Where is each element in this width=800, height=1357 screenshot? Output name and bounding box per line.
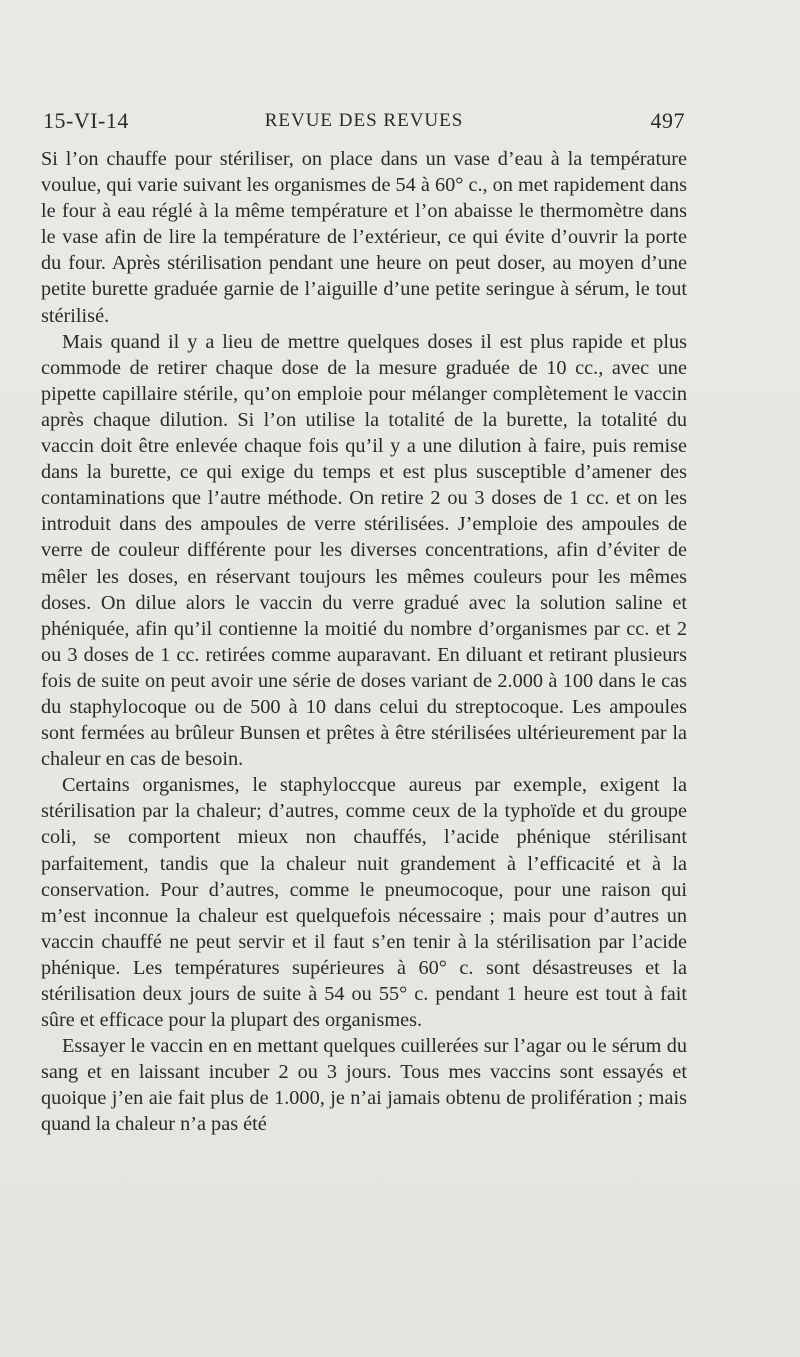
issue-date: 15-VI-14 bbox=[43, 108, 129, 133]
paragraph-1: Si l’on chauffe pour stériliser, on place dans un vase d’eau à la température voulue, qui varie suivant les organismes de 54 à 60° c., on met rapidement dans le four à eau réglé à la même température et l’on abaisse le thermomètre dans le vase afin de lire la température de l’extérieur, ce qui évite d’ouvrir la porte du four. Après stérilisation pendant une heure on peut doser, au moyen d’une petite burette graduée garnie de l’aiguille d’une petite seringue à sérum, le tout stérilisé. bbox=[41, 148, 687, 327]
paragraph-4: Essayer le vaccin en en mettant quelques cuillerées sur l’agar ou le sérum du sang et en laissant incuber 2 ou 3 jours. Tous mes vaccins sont essayés et quoique j’en aie fait plus de 1.000, je n’ai jamais obtenu de prolifération ; mais quand la chaleur n’a pas été bbox=[41, 1035, 687, 1136]
paragraph-2: Mais quand il y a lieu de mettre quelques doses il est plus rapide et plus commode de retirer chaque dose de la mesure graduée de 10 cc., avec une pipette capillaire stérile, qu’on emploie pour mélanger complètement le vaccin après chaque dilution. Si l’on utilise la totalité de la burette, la totalité du vaccin doit être enlevée chaque fois qu’il y a une dilution à faire, puis remise dans la burette, ce qui exige du temps et est plus susceptible d’amener des contaminations que l’autre méthode. On retire 2 ou 3 doses de 1 cc. et on les introduit dans des ampoules de verre stérilisées. J’emploie des ampoules de verre de couleur différente pour les diverses concentrations, afin d’éviter de mêler les doses, en réservant toujours les mêmes couleurs pour les mêmes doses. On dilue alors le vaccin du verre gradué avec la solution saline et phéniquée, afin qu’il contienne la moitié du nombre d’organismes par cc. et 2 ou 3 doses de 1 cc. retirées comme auparavant. En diluant et retirant plusieurs fois de suite on peut avoir une série de doses variant de 2.000 à 100 dans le cas du staphylocoque ou de 500 à 10 dans celui du streptocoque. Les ampoules sont fermées au brûleur Bunsen et prêtes à être stérilisées ultérieurement par la chaleur en cas de besoin. bbox=[41, 330, 687, 771]
body-text bbox=[41, 146, 687, 1138]
page-number: 497 bbox=[650, 108, 685, 133]
running-title: REVUE DES REVUES bbox=[264, 110, 464, 131]
paragraph-3: Certains organismes, le staphyloccque aureus par exemple, exigent la stérilisation par la chaleur; d’autres, comme ceux de la typhoïde et du groupe coli, se comportent mieux non chauffés, l’acide phénique stérilisant parfaitement, tandis que la chaleur nuit grandement à l’efficacité et à la conservation. Pour d’autres, comme le pneumocoque, pour une raison qui m’est inconnue la chaleur est quelquefois nécessaire ; mais pour d’autres un vaccin chauffé ne peut servir et il faut s’en tenir à la stérilisation par l’acide phénique. Les températures supérieures à 60° c. sont désastreuses et la stérilisation deux jours de suite à 54 ou 55° c. pendant 1 heure est tout à fait sûre et efficace pour la plupart des organismes. bbox=[41, 774, 687, 1032]
running-header bbox=[43, 108, 685, 136]
